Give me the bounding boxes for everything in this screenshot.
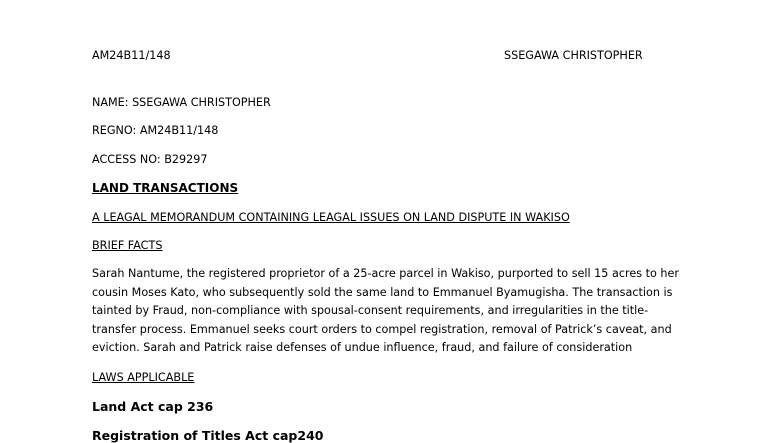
brief-facts-line: tainted by Fraud, non-compliance with spousal-consent requirements, and irregularities in the title- xyxy=(92,304,649,318)
law-item-land-act: Land Act cap 236 xyxy=(92,399,214,414)
header-reg-number: AM24B11/148 xyxy=(92,49,171,62)
laws-applicable-heading: LAWS APPLICABLE xyxy=(92,371,195,384)
law-item-registration-of-titles-act: Registration of Titles Act cap240 xyxy=(92,428,324,443)
brief-facts-line: eviction. Sarah and Patrick raise defenses of undue influence, fraud, and failure of consideration xyxy=(92,341,633,355)
student-name: NAME: SSEGAWA CHRISTOPHER xyxy=(92,96,271,109)
brief-facts-line: transfer process. Emmanuel seeks court orders to compel registration, removal of Patrick’s caveat, and xyxy=(92,322,672,336)
brief-facts-line: Sarah Nantume, the registered proprietor of a 25-acre parcel in Wakiso, purported to sell 15 acres to her xyxy=(92,267,679,280)
header-author: SSEGAWA CHRISTOPHER xyxy=(504,49,643,62)
brief-facts-heading: BRIEF FACTS xyxy=(92,239,163,252)
brief-facts-line: cousin Moses Kato, who subsequently sold the same land to Emmanuel Byamugisha. The transaction is xyxy=(92,285,673,299)
brief-facts-paragraph xyxy=(92,265,692,358)
document-title: LAND TRANSACTIONS xyxy=(92,181,239,195)
student-regno: REGNO: AM24B11/148 xyxy=(92,124,219,137)
student-access-no: ACCESS NO: B29297 xyxy=(92,153,208,166)
document-subtitle: A LEAGAL MEMORANDUM CONTAINING LEAGAL ISSUES ON LAND DISPUTE IN WAKISO xyxy=(92,211,570,224)
